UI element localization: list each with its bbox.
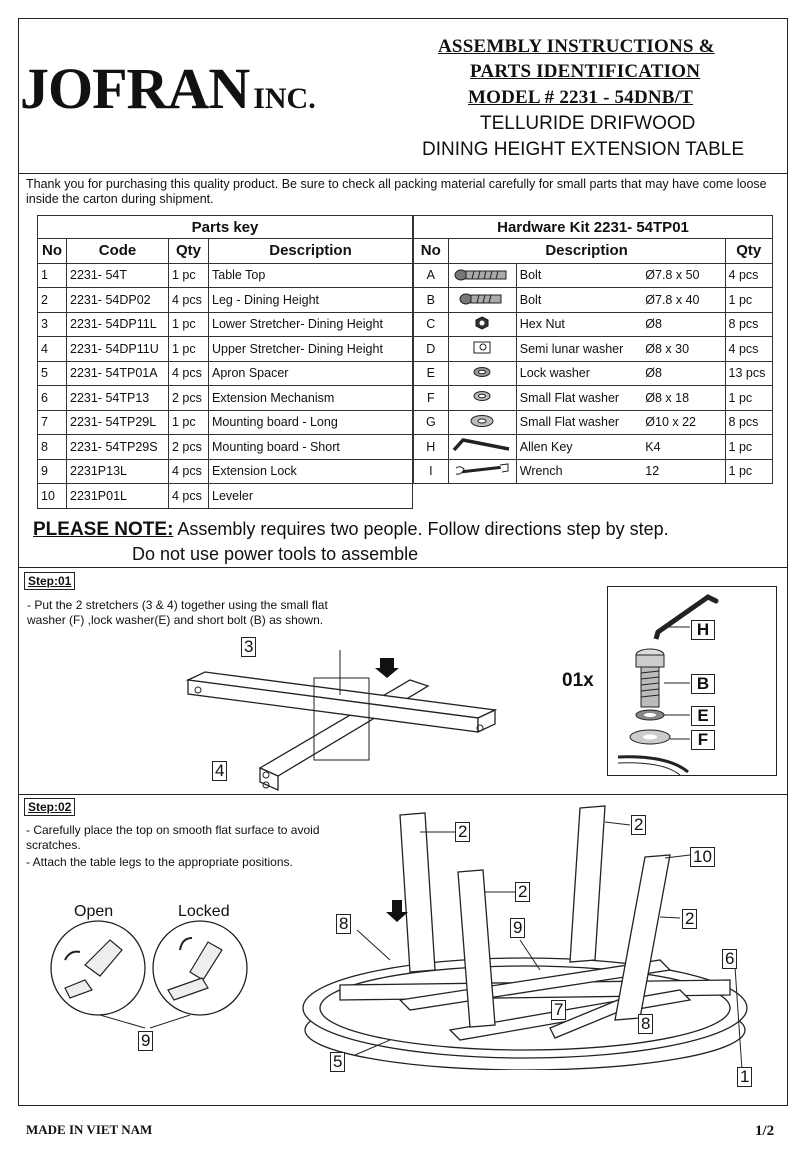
parts-qty-cell: 1 pc — [169, 337, 209, 362]
hardware-no-cell: E — [414, 361, 449, 386]
parts-code-cell: 2231- 54DP11U — [67, 337, 169, 362]
hardware-row — [414, 386, 773, 411]
callout-10: 10 — [690, 847, 715, 867]
parts-no-cell: 10 — [38, 484, 67, 509]
hardware-desc-cell: Small Flat washer — [516, 410, 642, 435]
parts-qty-cell: 1 pc — [169, 410, 209, 435]
parts-no-cell: 4 — [38, 337, 67, 362]
parts-qty-cell: 2 pcs — [169, 386, 209, 411]
hw-col-no: No — [414, 239, 449, 264]
hardware-size-cell: Ø8 x 18 — [642, 386, 725, 411]
hardware-qty-cell: 8 pcs — [725, 312, 772, 337]
down-arrow-icon — [375, 658, 399, 678]
leg-3 — [570, 806, 605, 962]
hardware-row — [414, 263, 773, 288]
open-label: Open — [74, 903, 114, 920]
hardware-title: Hardware Kit 2231- 54TP01 — [414, 216, 773, 239]
hardware-qty-cell: 1 pc — [725, 288, 772, 313]
hardware-desc-cell: Bolt — [516, 288, 642, 313]
parts-no-cell: 7 — [38, 410, 67, 435]
hardware-icon-cell — [448, 410, 516, 435]
parts-qty-cell: 4 pcs — [169, 288, 209, 313]
step2-label: Step:02 — [24, 798, 75, 816]
please-note-label: PLEASE NOTE: — [33, 519, 174, 540]
hardware-qty-cell: 1 pc — [725, 386, 772, 411]
col-qty: Qty — [169, 239, 209, 264]
callout-2-c: 2 — [515, 882, 530, 902]
stretcher-diagram — [180, 650, 510, 795]
title-line1: ASSEMBLY INSTRUCTIONS & — [438, 36, 715, 57]
callout-E: E — [691, 706, 715, 726]
made-in: MADE IN VIET NAM — [26, 1122, 153, 1137]
please-note-text2: Do not use power tools to assemble — [132, 544, 419, 564]
parts-code-cell: 2231- 54TP01A — [67, 361, 169, 386]
callout-F: F — [691, 730, 715, 750]
parts-desc-cell: Apron Spacer — [209, 361, 413, 386]
parts-qty-cell: 1 pc — [169, 312, 209, 337]
parts-qty-cell: 4 pcs — [169, 484, 209, 509]
callout-4: 4 — [212, 761, 227, 781]
short-bolt-icon — [459, 291, 505, 308]
parts-desc-cell: Leg - Dining Height — [209, 288, 413, 313]
hardware-qty-cell: 4 pcs — [725, 337, 772, 362]
hardware-row — [414, 312, 773, 337]
parts-no-cell: 3 — [38, 312, 67, 337]
hardware-icon-cell — [448, 312, 516, 337]
small-flat-washer-icon — [472, 390, 492, 405]
hardware-size-cell: Ø8 — [642, 312, 725, 337]
step2-text3: - Attach the table legs to the appropriate positions. — [26, 855, 293, 869]
intro-text: Thank you for purchasing this quality product. Be sure to check all packing material carefully for small parts that may have come loose inside the carton during shipment. — [26, 177, 767, 206]
callout-8-b: 8 — [638, 1014, 653, 1034]
step2-text2: scratches. — [26, 838, 81, 852]
parts-code-cell: 2231P01L — [67, 484, 169, 509]
parts-code-cell: 2231- 54TP29L — [67, 410, 169, 435]
callout-8-a: 8 — [336, 914, 351, 934]
parts-qty-cell: 4 pcs — [169, 361, 209, 386]
step1-label: Step:01 — [24, 572, 75, 590]
parts-desc-cell: Table Top — [209, 263, 413, 288]
parts-row — [38, 312, 413, 337]
callout-B: B — [691, 674, 715, 694]
title-line5: DINING HEIGHT EXTENSION TABLE — [422, 139, 745, 160]
hardware-no-cell: F — [414, 386, 449, 411]
hardware-size-cell: Ø8 — [642, 361, 725, 386]
parts-row — [38, 410, 413, 435]
parts-row — [38, 435, 413, 460]
hardware-row — [414, 337, 773, 362]
parts-desc-cell: Extension Lock — [209, 459, 413, 484]
title-line2: PARTS IDENTIFICATION — [470, 61, 701, 82]
hardware-no-cell: B — [414, 288, 449, 313]
parts-row — [38, 263, 413, 288]
parts-qty-cell: 1 pc — [169, 263, 209, 288]
parts-desc-cell: Extension Mechanism — [209, 386, 413, 411]
parts-row — [38, 459, 413, 484]
hardware-desc-cell: Bolt — [516, 263, 642, 288]
hardware-no-cell: H — [414, 435, 449, 460]
parts-code-cell: 2231- 54T — [67, 263, 169, 288]
allen-key-icon — [451, 437, 513, 456]
brand-suffix: INC. — [253, 82, 316, 115]
hardware-desc-cell: Hex Nut — [516, 312, 642, 337]
callout-9: 9 — [510, 918, 525, 938]
parts-code-cell: 2231P13L — [67, 459, 169, 484]
hardware-icon-cell — [448, 337, 516, 362]
hardware-desc-cell: Allen Key — [516, 435, 642, 460]
hardware-size-cell: Ø8 x 30 — [642, 337, 725, 362]
parts-desc-cell: Leveler — [209, 484, 413, 509]
hardware-icon-cell — [448, 386, 516, 411]
hardware-qty-cell: 8 pcs — [725, 410, 772, 435]
parts-desc-cell: Mounting board - Short — [209, 435, 413, 460]
parts-desc-cell: Mounting board - Long — [209, 410, 413, 435]
parts-key-title: Parts key — [38, 216, 413, 239]
lock-washer-icon — [472, 366, 492, 381]
parts-no-cell: 6 — [38, 386, 67, 411]
please-note — [33, 519, 669, 541]
hardware-icon-cell — [448, 288, 516, 313]
callout-1: 1 — [737, 1067, 752, 1087]
hardware-icon-cell — [448, 459, 516, 484]
parts-desc-cell: Lower Stretcher- Dining Height — [209, 312, 413, 337]
hardware-row — [414, 410, 773, 435]
parts-no-cell: 5 — [38, 361, 67, 386]
brand-name: JOFRAN — [20, 56, 250, 121]
parts-no-cell: 9 — [38, 459, 67, 484]
long-bolt-icon — [454, 267, 510, 284]
parts-qty-cell: 2 pcs — [169, 435, 209, 460]
callout-7: 7 — [551, 1000, 566, 1020]
hardware-desc-cell: Wrench — [516, 459, 642, 484]
parts-no-cell: 1 — [38, 263, 67, 288]
wrench-icon — [454, 463, 510, 480]
please-note-text: Assembly requires two people. Follow directions step by step. — [173, 519, 669, 539]
hardware-no-cell: D — [414, 337, 449, 362]
callout-9-lock: 9 — [138, 1031, 153, 1051]
parts-key-table — [37, 215, 413, 509]
hardware-icon-cell — [448, 361, 516, 386]
hardware-row — [414, 435, 773, 460]
hardware-row — [414, 361, 773, 386]
hw-col-qty: Qty — [725, 239, 772, 264]
hw-col-description: Description — [448, 239, 725, 264]
hardware-desc-cell: Small Flat washer — [516, 386, 642, 411]
hardware-no-cell: I — [414, 459, 449, 484]
hardware-qty-cell: 1 pc — [725, 459, 772, 484]
parts-code-cell: 2231- 54TP29S — [67, 435, 169, 460]
callout-2-a: 2 — [455, 822, 470, 842]
col-description: Description — [209, 239, 413, 264]
callout-2-b: 2 — [631, 815, 646, 835]
step1-divider — [18, 567, 788, 568]
semi-lunar-washer-icon — [473, 340, 491, 357]
title-line3: MODEL # 2231 - 54DNB/T — [468, 87, 694, 108]
hardware-row — [414, 459, 773, 484]
hardware-qty-cell: 4 pcs — [725, 263, 772, 288]
step2-text1: - Carefully place the top on smooth flat surface to avoid — [26, 823, 320, 837]
header-divider — [18, 173, 788, 174]
parts-no-cell: 8 — [38, 435, 67, 460]
parts-code-cell: 2231- 54TP13 — [67, 386, 169, 411]
hardware-no-cell: C — [414, 312, 449, 337]
flat-washer-icon — [469, 414, 495, 431]
hardware-icon-cell — [448, 263, 516, 288]
parts-row — [38, 361, 413, 386]
hardware-no-cell: G — [414, 410, 449, 435]
hardware-no-cell: A — [414, 263, 449, 288]
hardware-qty-cell: 13 pcs — [725, 361, 772, 386]
hardware-size-cell: 12 — [642, 459, 725, 484]
hardware-size-cell: K4 — [642, 435, 725, 460]
step1-text1: - Put the 2 stretchers (3 & 4) together using the small flat — [27, 598, 328, 612]
parts-no-cell: 2 — [38, 288, 67, 313]
extension-lock-diagram — [40, 920, 270, 1050]
hardware-table — [413, 215, 773, 484]
col-code: Code — [67, 239, 169, 264]
brand-logo — [20, 55, 316, 122]
callout-6: 6 — [722, 949, 737, 969]
hardware-qty-cell: 1 pc — [725, 435, 772, 460]
title-line4: TELLURIDE DRIFWOOD — [480, 113, 696, 134]
parts-row — [38, 288, 413, 313]
hardware-size-cell: Ø7.8 x 40 — [642, 288, 725, 313]
page-number: 1/2 — [755, 1123, 775, 1139]
callout-H: H — [691, 620, 715, 640]
parts-qty-cell: 4 pcs — [169, 459, 209, 484]
parts-row — [38, 484, 413, 509]
callout-3: 3 — [241, 637, 256, 657]
parts-row — [38, 386, 413, 411]
parts-row — [38, 337, 413, 362]
locked-label: Locked — [178, 903, 230, 920]
hardware-desc-cell: Semi lunar washer — [516, 337, 642, 362]
hardware-desc-cell: Lock washer — [516, 361, 642, 386]
parts-code-cell: 2231- 54DP02 — [67, 288, 169, 313]
parts-desc-cell: Upper Stretcher- Dining Height — [209, 337, 413, 362]
bolt-head-icon — [636, 655, 664, 667]
hardware-row — [414, 288, 773, 313]
hardware-icon-cell — [448, 435, 516, 460]
hardware-size-cell: Ø10 x 22 — [642, 410, 725, 435]
leg-1 — [400, 813, 435, 972]
parts-code-cell: 2231- 54DP11L — [67, 312, 169, 337]
hex-nut-icon — [475, 316, 489, 333]
down-arrow-icon — [386, 900, 408, 922]
step1-text2: washer (F) ,lock washer(E) and short bolt (B) as shown. — [27, 613, 324, 627]
col-no: No — [38, 239, 67, 264]
callout-5: 5 — [330, 1052, 345, 1072]
table-assembly-diagram — [300, 800, 770, 1070]
step1-quantity: 01x — [562, 670, 594, 691]
callout-2-d: 2 — [682, 909, 697, 929]
hardware-size-cell: Ø7.8 x 50 — [642, 263, 725, 288]
